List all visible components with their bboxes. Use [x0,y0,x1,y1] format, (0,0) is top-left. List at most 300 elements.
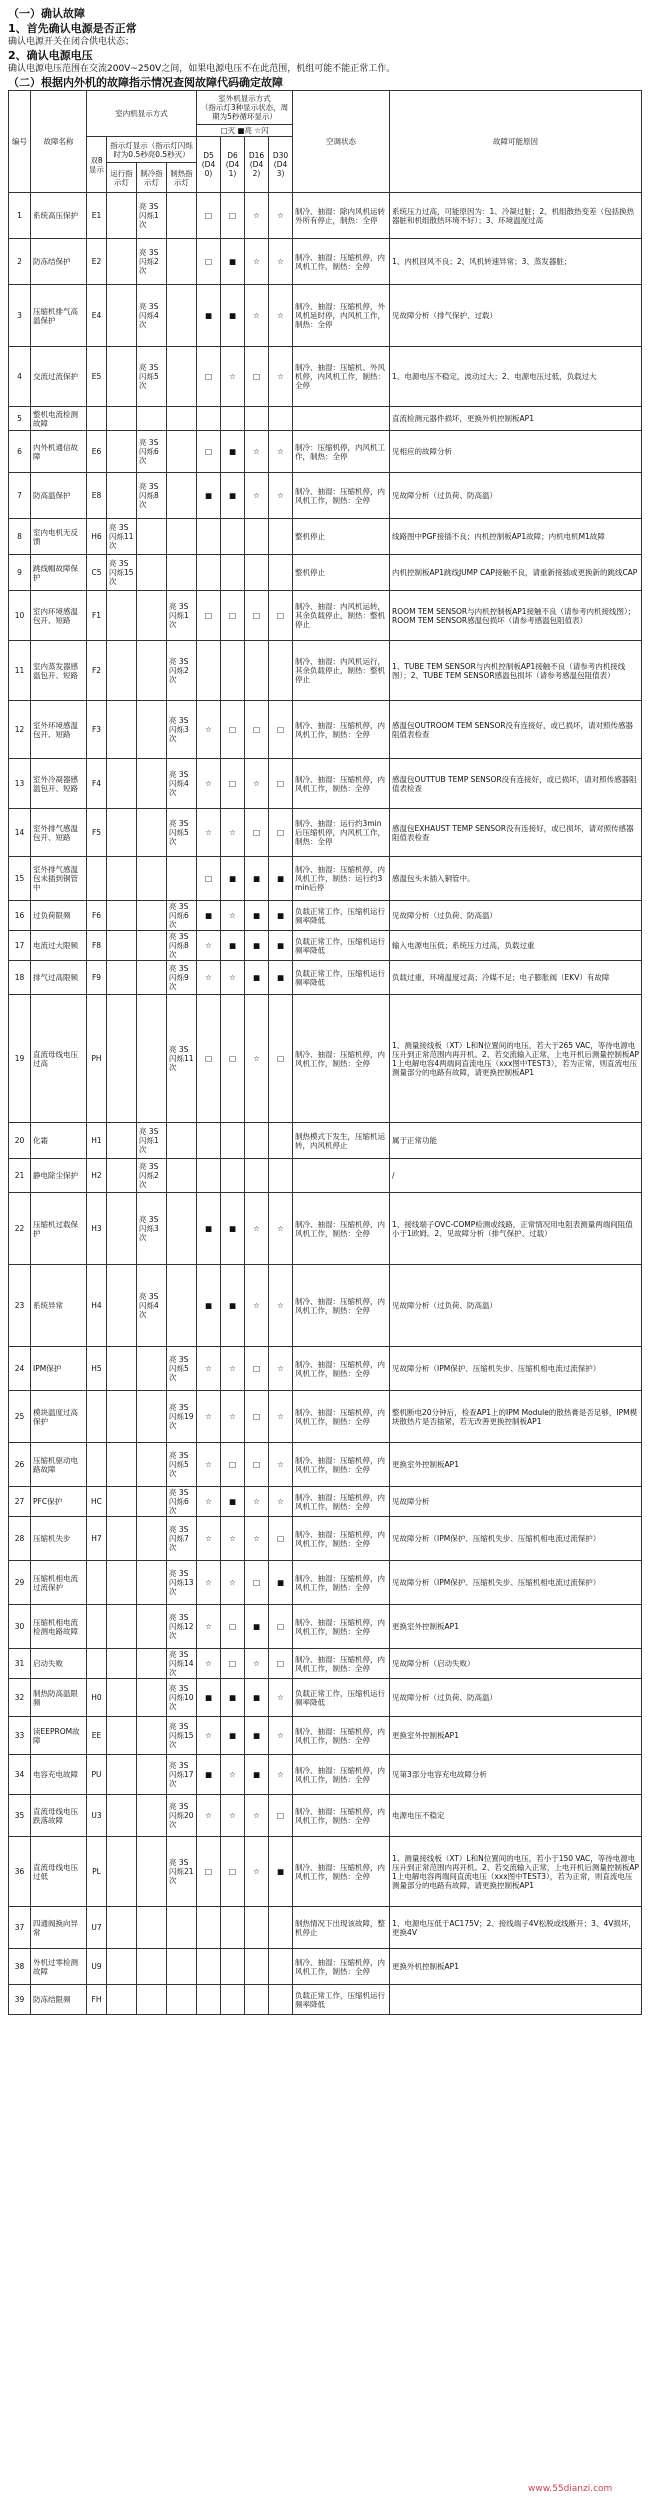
cell-cool: 亮 3S 闪烁4次 [137,1265,167,1347]
cell-cause: 内机控制板AP1跳线JUMP CAP接触不良，请重新接插或更换新的跳线CAP [390,555,642,591]
cell-d6: □ [221,1837,245,1907]
cell-code: H4 [87,1265,107,1347]
cell-code: F8 [87,931,107,961]
table-row [9,1795,642,1837]
cell-name: 模块温度过高保护 [31,1391,87,1443]
cell-cool: 亮 3S 闪烁2次 [137,239,167,285]
cell-ac: 制冷、抽湿：压缩机停，内风机工作，制热：全停 [293,1561,390,1605]
table-row [9,1193,642,1265]
cell-cool [137,1517,167,1561]
cell-d16: □ [245,591,269,641]
cell-d6 [221,1159,245,1193]
cell-code: E8 [87,473,107,519]
cell-d16: ☆ [245,1795,269,1837]
header-name: 故障名称 [31,91,87,193]
cell-no: 23 [9,1265,31,1347]
cell-ac: 制冷、抽湿：压缩机停，内风机工作，制热：全停 [293,995,390,1123]
cell-heat: 亮 3S 闪烁20次 [167,1795,197,1837]
cell-d5 [197,555,221,591]
cell-no: 17 [9,931,31,961]
cell-d16: ☆ [245,1837,269,1907]
cell-run [107,407,137,431]
cell-no: 2 [9,239,31,285]
cell-cool [137,809,167,857]
cell-d5: □ [197,347,221,407]
cell-ac: 制冷、抽湿：内风机运转，其余负载停止，制热：整机停止 [293,591,390,641]
cell-no: 6 [9,431,31,473]
cell-code: F2 [87,641,107,701]
cell-d16 [245,1159,269,1193]
cell-run: 亮 3S 闪烁15次 [107,555,137,591]
cell-d6: ■ [221,473,245,519]
cell-name: 室外环境感温包开、短路 [31,701,87,759]
cell-name: 压缩机相电流检测电路故障 [31,1605,87,1649]
cell-no: 21 [9,1159,31,1193]
cell-d30: □ [269,1517,293,1561]
cell-heat [167,857,197,901]
cell-run [107,1561,137,1605]
cell-no: 39 [9,1985,31,2015]
cell-run [107,701,137,759]
cell-cause [390,1985,642,2015]
cell-heat: 亮 3S 闪烁17次 [167,1755,197,1795]
cell-d6: ■ [221,431,245,473]
cell-d5: □ [197,591,221,641]
cell-heat [167,239,197,285]
cell-name: 压缩机排气高温保护 [31,285,87,347]
cell-d6: □ [221,701,245,759]
cell-no: 22 [9,1193,31,1265]
cell-d30: ■ [269,961,293,995]
cell-cause: 更换室外控制板AP1 [390,1443,642,1487]
cell-d5: ☆ [197,759,221,809]
cell-cause: 感温包EXHAUST TEMP SENSOR没有连接好，或已损坏，请对照传感器阻值表检查 [390,809,642,857]
cell-cool: 亮 3S 闪烁5次 [137,347,167,407]
header-outdoor [197,91,293,125]
cell-cool [137,1443,167,1487]
cell-d5: ■ [197,901,221,931]
cell-cool [137,857,167,901]
cell-cause: 输入电源电压低；系统压力过高，负载过重 [390,931,642,961]
cell-name: 过负荷限频 [31,901,87,931]
cell-heat: 亮 3S 闪烁4次 [167,759,197,809]
cell-code [87,857,107,901]
table-row [9,1755,642,1795]
cell-d30: ☆ [269,1679,293,1717]
cell-no: 25 [9,1391,31,1443]
cell-ac: 制冷、抽湿：压缩机、外风机停，内风机工作，制热：全停 [293,347,390,407]
cell-cause: / [390,1159,642,1193]
cell-heat: 亮 3S 闪烁1次 [167,591,197,641]
cell-run [107,1123,137,1159]
cell-code: E4 [87,285,107,347]
cell-heat: 亮 3S 闪烁15次 [167,1717,197,1755]
cell-ac: 制冷、抽湿：内风机运行，其余负载停止，制热：整机停止 [293,641,390,701]
table-row [9,1487,642,1517]
cell-d6: ■ [221,931,245,961]
cell-code: F5 [87,809,107,857]
cell-d16: □ [245,1391,269,1443]
cell-d5 [197,519,221,555]
cell-d5: ■ [197,285,221,347]
cell-d5 [197,1949,221,1985]
cell-d16 [245,1949,269,1985]
section-1-heading: （一）确认故障 [8,7,85,20]
cell-run [107,1755,137,1795]
cell-cause: 系统压力过高，可能原因为：1、冷凝过脏；2、机组散热变差（包括换热器脏和机组散热环境不好）；3、环境温度过高 [390,193,642,239]
cell-no: 14 [9,809,31,857]
cell-d6 [221,1949,245,1985]
cell-d6: ■ [221,857,245,901]
cell-name: 制热防高温限频 [31,1679,87,1717]
cell-cool: 亮 3S 闪烁6次 [137,431,167,473]
cell-heat [167,407,197,431]
cell-code: PH [87,995,107,1123]
cell-d5: ☆ [197,1391,221,1443]
cell-d30: ☆ [269,1443,293,1487]
cell-name: 排气过高限频 [31,961,87,995]
cell-heat [167,431,197,473]
cell-d6 [221,1907,245,1949]
cell-code: EE [87,1717,107,1755]
cell-ac: 制冷、抽湿：压缩机停，内风机工作，制热：全停 [293,1391,390,1443]
cell-d5 [197,1907,221,1949]
cell-d6 [221,407,245,431]
cell-run [107,285,137,347]
cell-code: C5 [87,555,107,591]
cell-d16: □ [245,701,269,759]
cell-cause: 感温包头未插入铜管中。 [390,857,642,901]
cell-name: 整机电流检测故障 [31,407,87,431]
cell-name: 系统异常 [31,1265,87,1347]
table-row [9,901,642,931]
cell-ac: 制冷、抽湿：压缩机停，内风机工作，制热：全停 [293,473,390,519]
cell-cause: 见相应的故障分析 [390,431,642,473]
cell-cause: 直流检测元器件损坏，更换外机控制板AP1 [390,407,642,431]
cell-name: 室内环境感温包开、短路 [31,591,87,641]
cell-ac: 制冷、抽湿：运行约3min后压缩机停，内风机工作，制热：全停 [293,809,390,857]
table-row [9,1391,642,1443]
cell-d16: ☆ [245,1487,269,1517]
cell-cool: 亮 3S 闪烁4次 [137,285,167,347]
cell-d30: ☆ [269,1391,293,1443]
cell-heat: 亮 3S 闪烁10次 [167,1679,197,1717]
cell-ac: 制冷、抽湿：压缩机停，外风机延时停，内风机工作，制热：全停 [293,285,390,347]
cell-d16: ■ [245,1755,269,1795]
cell-ac: 制热模式下发生，压缩机运转，内风机停止 [293,1123,390,1159]
header-indoor: 室内机显示方式 [87,91,197,137]
cell-name: 室外排气感温包开、短路 [31,809,87,857]
cell-d30: ☆ [269,1755,293,1795]
cell-d30: □ [269,995,293,1123]
cell-cool [137,1679,167,1717]
cell-code: H3 [87,1193,107,1265]
cell-heat: 亮 3S 闪烁11次 [167,995,197,1123]
cell-d16: ☆ [245,1649,269,1679]
cell-cause: 1、接线端子OVC-COMP检测或线路，正常情况用电阻表测量两端间阻值小于1欧姆。2、见故障分析（排气保护、过载） [390,1193,642,1265]
cell-cause: 属于正常功能 [390,1123,642,1159]
cell-d5: ■ [197,1679,221,1717]
table-row [9,1561,642,1605]
cell-d30 [269,1907,293,1949]
cell-name: 防高温保护 [31,473,87,519]
cell-cause: 电源电压不稳定 [390,1795,642,1837]
cell-name: 直流母线电压跌落故障 [31,1795,87,1837]
cell-no: 32 [9,1679,31,1717]
cell-d16: ☆ [245,193,269,239]
cell-cool [137,1907,167,1949]
cell-cool [137,1949,167,1985]
cell-d6: ☆ [221,1795,245,1837]
table-row [9,407,642,431]
cell-d6: □ [221,759,245,809]
header-outdoor-note: （指示灯3种显示状态，周期为5秒循环显示） [200,103,289,121]
cell-d16: ■ [245,857,269,901]
table-row [9,641,642,701]
cell-heat: 亮 3S 闪烁3次 [167,701,197,759]
cell-cause: 更换外机控制板AP1 [390,1949,642,1985]
cell-run [107,1443,137,1487]
cell-name: 电流过大限频 [31,931,87,961]
cell-name: 四通阀换向异常 [31,1907,87,1949]
cell-d5: ■ [197,1193,221,1265]
cell-code [87,1391,107,1443]
cell-d16: ■ [245,1717,269,1755]
cell-name: IPM保护 [31,1347,87,1391]
cell-run [107,1907,137,1949]
cell-no: 18 [9,961,31,995]
cell-no: 9 [9,555,31,591]
cell-d30: ☆ [269,431,293,473]
header-lamp-note: 指示灯显示（指示灯闪烁时为0.5秒亮0.5秒灭） [107,137,197,163]
table-row [9,591,642,641]
cell-cool [137,591,167,641]
cell-run [107,961,137,995]
cell-d30: ☆ [269,1717,293,1755]
cell-d30 [269,1985,293,2015]
cell-d5: □ [197,1837,221,1907]
cell-code: PU [87,1755,107,1795]
cell-name: 室外冷凝器感温包开、短路 [31,759,87,809]
cell-d30 [269,519,293,555]
cell-d6: ■ [221,1679,245,1717]
cell-d16 [245,1123,269,1159]
cell-run [107,1605,137,1649]
cell-d30: ☆ [269,193,293,239]
cell-run [107,347,137,407]
cell-no: 10 [9,591,31,641]
cell-d5 [197,1985,221,2015]
cell-no: 19 [9,995,31,1123]
cell-ac: 负载正常工作，压缩机运行频率降低 [293,961,390,995]
table-row [9,995,642,1123]
cell-code [87,1561,107,1605]
table-row [9,347,642,407]
watermark-text: www.55dianzi.com [528,2484,613,2494]
cell-d6: ■ [221,1717,245,1755]
table-row [9,1949,642,1985]
cell-code: F6 [87,901,107,931]
table-row [9,857,642,901]
cell-d16: ☆ [245,239,269,285]
cell-heat [167,347,197,407]
cell-ac: 制冷、抽湿：压缩机停，内风机工作，制热：全停 [293,1605,390,1649]
cell-d5: □ [197,239,221,285]
cell-d30: ☆ [269,347,293,407]
cell-d5: ☆ [197,1605,221,1649]
cell-run [107,1347,137,1391]
cell-d16: ☆ [245,995,269,1123]
header-d5: D5 (D40) [197,137,221,193]
cell-cool [137,1605,167,1649]
header-outdoor-title: 室外机显示方式 [218,94,271,103]
cell-ac [293,1159,390,1193]
cell-code: HC [87,1487,107,1517]
cell-name: 启动失败 [31,1649,87,1679]
cell-name: 直流母线电压过低 [31,1837,87,1907]
cell-d5: □ [197,995,221,1123]
cell-name: 外机过零检测故障 [31,1949,87,1985]
cell-d6: □ [221,591,245,641]
cell-no: 28 [9,1517,31,1561]
cell-d6: ☆ [221,961,245,995]
cell-cool [137,1795,167,1837]
cell-name: 读EEPROM故障 [31,1717,87,1755]
cell-d5: ■ [197,1265,221,1347]
cell-run [107,431,137,473]
cell-heat: 亮 3S 闪烁21次 [167,1837,197,1907]
cell-d6: □ [221,995,245,1123]
cell-code: F4 [87,759,107,809]
cell-d6: □ [221,193,245,239]
cell-no: 31 [9,1649,31,1679]
cell-d30: □ [269,1795,293,1837]
cell-d30 [269,1123,293,1159]
cell-d5: ☆ [197,1649,221,1679]
table-row [9,1347,642,1391]
table-row [9,759,642,809]
cell-run [107,591,137,641]
cell-cool [137,1347,167,1391]
cell-cause: 见故障分析（排气保护、过载） [390,285,642,347]
cell-heat [167,1985,197,2015]
cell-name: PFC保护 [31,1487,87,1517]
cell-ac: 制冷、抽湿：压缩机停，内风机工作，制热：全停 [293,1347,390,1391]
table-row [9,1679,642,1717]
cell-d5: ■ [197,1755,221,1795]
cell-d30: ■ [269,1837,293,1907]
cell-cause: 线路图中PGF接插不良；内机控制板AP1故障；内机电机M1故障 [390,519,642,555]
cell-d6: ■ [221,1265,245,1347]
header-run-lamp: 运行指示灯 [107,163,137,193]
cell-no: 33 [9,1717,31,1755]
cell-run [107,901,137,931]
header-dual8: 双8显示 [87,137,107,193]
cell-code: H1 [87,1123,107,1159]
step-2-title: 2、确认电源电压 [8,49,93,62]
cell-no: 5 [9,407,31,431]
cell-d30: ☆ [269,1487,293,1517]
cell-d5: ☆ [197,1517,221,1561]
cell-heat [167,519,197,555]
cell-cool [137,1985,167,2015]
cell-cause: 1、内机回风不良；2、风机转速异常；3、蒸发器脏； [390,239,642,285]
cell-ac: 制冷、抽湿：压缩机停，内风机工作，制热：全停 [293,1193,390,1265]
cell-d16: ☆ [245,285,269,347]
header-cause: 故障可能原因 [390,91,642,193]
table-row [9,1123,642,1159]
cell-cool [137,555,167,591]
cell-ac: 制冷、抽湿：压缩机停，内风机工作，制热：全停 [293,1443,390,1487]
cell-d5: ■ [197,473,221,519]
cell-name: 电容充电故障 [31,1755,87,1795]
cell-d30 [269,555,293,591]
cell-cause: 见故障分析（过负荷、防高温） [390,1679,642,1717]
cell-no: 38 [9,1949,31,1985]
cell-d6: ■ [221,239,245,285]
step-2-text: 确认电源电压范围在交流200V~250V之间，如果电源电压不在此范围，机组可能不能正常工作。 [8,64,396,74]
cell-cool: 亮 3S 闪烁1次 [137,1123,167,1159]
cell-d16 [245,641,269,701]
cell-d16: ■ [245,961,269,995]
cell-run [107,1679,137,1717]
cell-ac [293,407,390,431]
cell-cause: 感温包OUTTUB TEMP SENSOR没有连接好，或已损坏，请对照传感器阻值表检查 [390,759,642,809]
cell-d5: ☆ [197,1795,221,1837]
table-row [9,1159,642,1193]
cell-no: 7 [9,473,31,519]
cell-cause: 1、测量接线板（XT）L和N位置间的电压，若大于265 VAC，等待电源电压升到正常范围内再开机。2、若交流输入正常，上电开机后测量控制板AP1上电解电容4两端间直流电压（xxx图中TEST3），若为正常，则直流电压测量部分的电路有故障，请更换控制板AP1 [390,995,642,1123]
cell-cause: 1、电源电压不稳定，波动过大；2、电源电压过低，负载过大 [390,347,642,407]
cell-d16: ■ [245,1605,269,1649]
cell-d6: ☆ [221,1755,245,1795]
cell-run [107,809,137,857]
cell-heat: 亮 3S 闪烁9次 [167,961,197,995]
cell-d5: □ [197,193,221,239]
cell-d16: □ [245,1347,269,1391]
cell-run [107,1795,137,1837]
cell-d6: ☆ [221,1391,245,1443]
cell-no: 11 [9,641,31,701]
cell-d5: ☆ [197,701,221,759]
cell-cool [137,641,167,701]
cell-d30: □ [269,1649,293,1679]
cell-heat: 亮 3S 闪烁12次 [167,1605,197,1649]
cell-cause: 感温包OUTROOM TEM SENSOR没有连接好，或已损坏，请对照传感器阻值表检查 [390,701,642,759]
cell-ac: 制冷、抽湿：压缩机停，内风机工作，制热：全停 [293,239,390,285]
cell-ac: 制冷、抽湿：压缩机停，内风机工作，制热：全停 [293,1837,390,1907]
cell-run [107,931,137,961]
cell-no: 15 [9,857,31,901]
cell-ac: 整机停止 [293,519,390,555]
cell-code: U3 [87,1795,107,1837]
cell-name: 压缩机过载保护 [31,1193,87,1265]
cell-ac: 制冷、抽湿：压缩机停，内风机工作，制热：全停 [293,701,390,759]
cell-cool [137,931,167,961]
cell-d6: ☆ [221,1517,245,1561]
cell-name: 压缩机相电流过流保护 [31,1561,87,1605]
cell-cause: 见第3部分电容充电故障分析 [390,1755,642,1795]
cell-d6: □ [221,1605,245,1649]
cell-heat [167,1907,197,1949]
cell-d6 [221,1985,245,2015]
cell-d30: ☆ [269,1265,293,1347]
cell-code: H5 [87,1347,107,1391]
cell-run [107,473,137,519]
cell-cause: 更换室外控制板AP1 [390,1717,642,1755]
cell-d16: □ [245,1443,269,1487]
cell-run [107,1193,137,1265]
